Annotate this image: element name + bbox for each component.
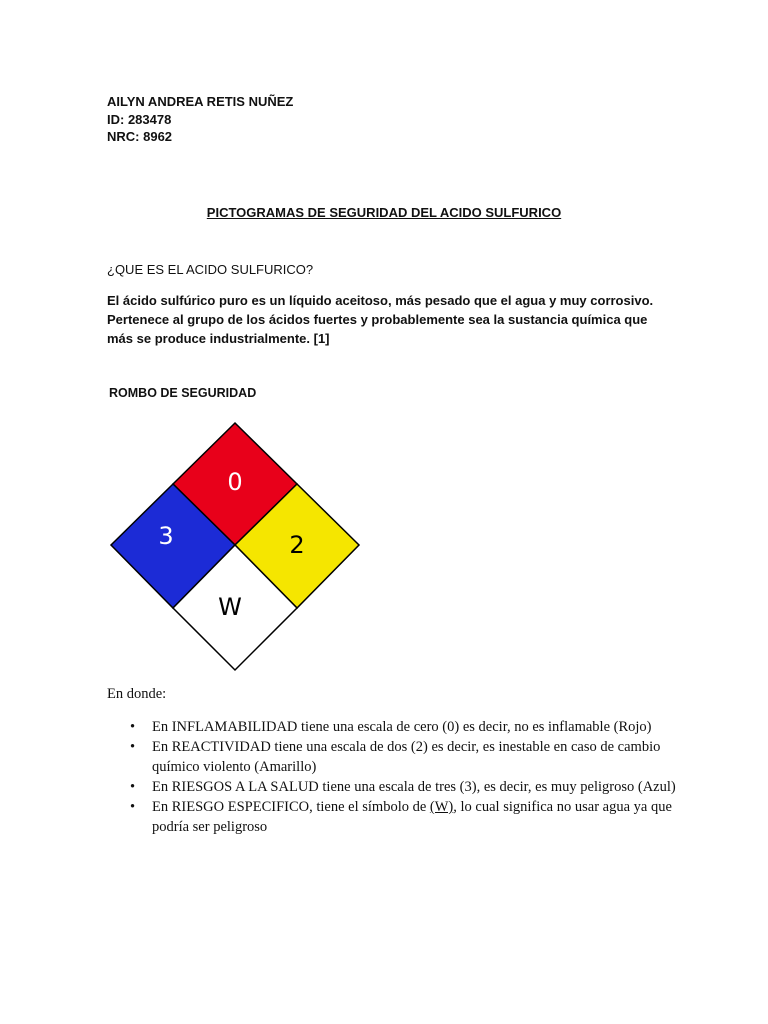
nfpa-safety-diamond [108,420,364,672]
list-item-text: En RIESGOS A LA SALUD tiene una escala de tres (3), es decir, es muy peligroso (Azul) [152,779,676,795]
rombo-heading: ROMBO DE SEGURIDAD [109,386,257,400]
list-item-flammability [107,717,697,737]
list-item-special-hazard [107,797,697,837]
en-donde-label: En donde: [107,686,167,702]
list-item-health [107,777,697,797]
reactivity-value: 2 [289,531,305,559]
special-hazard-value: W [218,593,242,621]
author-name: AILYN ANDREA RETIS NUÑEZ [107,94,294,109]
w-symbol: (W) [429,799,454,815]
bullet-icon: • [130,799,136,815]
hazard-explanation-list [107,717,697,837]
list-item-reactivity [107,737,697,777]
list-item-text-post: , lo cual significa no usar agua ya que podría ser peligroso [152,799,672,835]
section-question: ¿QUE ES EL ACIDO SULFURICO? [107,262,314,277]
author-header [107,93,293,146]
student-id: ID: 283478 [107,111,172,127]
definition-paragraph: El ácido sulfúrico puro es un líquido aceitoso, más pesado que el agua y muy corrosivo. Pertenece al grupo de los ácidos fuertes y probablemente sea la sustancia química que más se produce industrialmente. [1] [107,293,654,346]
nrc-number: NRC: 8962 [107,129,173,144]
document-title: PICTOGRAMAS DE SEGURIDAD DEL ACIDO SULFURICO [206,205,562,220]
bullet-icon: • [130,719,136,735]
list-item-text: En REACTIVIDAD tiene una escala de dos (2) es decir, es inestable en caso de cambio químico violento (Amarillo) [152,739,661,775]
health-value: 3 [158,522,174,550]
list-item-text-pre: En RIESGO ESPECIFICO, tiene el símbolo de [152,799,430,815]
bullet-icon: • [130,779,136,795]
flammability-value: 0 [227,468,243,496]
bullet-icon: • [130,739,136,755]
list-item-text: En INFLAMABILIDAD tiene una escala de cero (0) es decir, no es inflamable (Rojo) [152,719,652,735]
